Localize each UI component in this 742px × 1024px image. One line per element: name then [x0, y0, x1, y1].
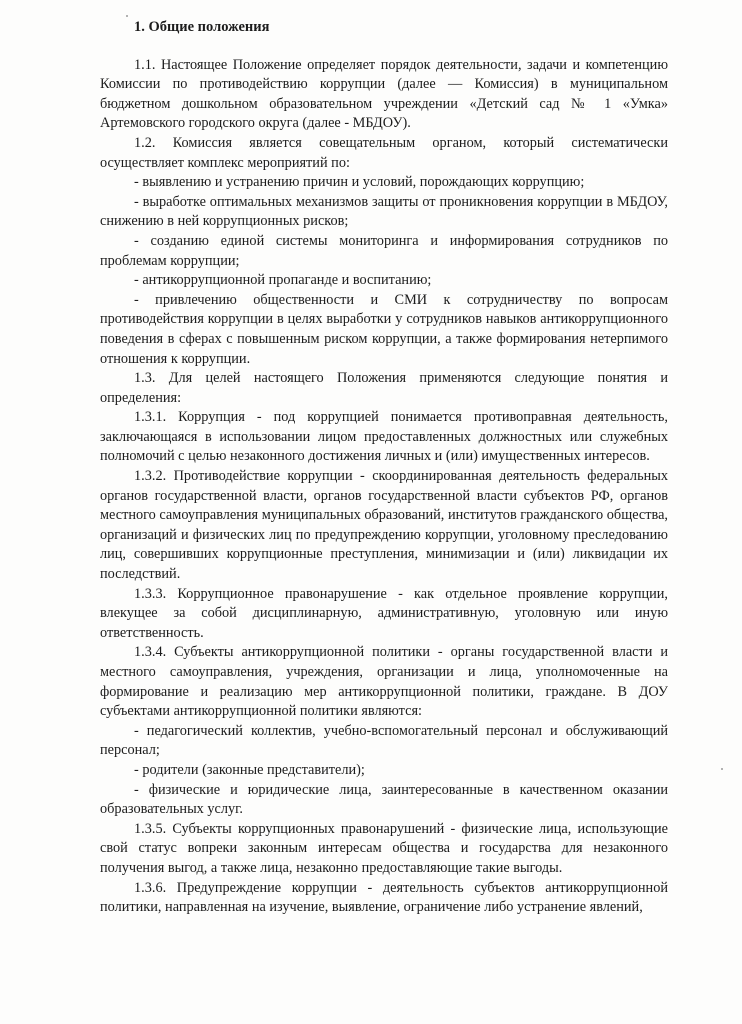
- paragraph-1-3-3: 1.3.3. Коррупционное правонарушение - как отдельное проявление коррупции, влекущее за собой дисциплинарную, административную, уголовную или иную ответственность.: [100, 585, 668, 641]
- paragraph-1-1: 1.1. Настоящее Положение определяет порядок деятельности, задачи и компетенцию Комиссии по противодействию коррупции (далее — Комиссия) в муниципальном бюджетном дошкольном образовательном учреждении «Детский сад № 1 «Умка» Артемовского городского округа (далее - МБДОУ).: [100, 56, 668, 132]
- paragraph-1-2: 1.2. Комиссия является совещательным органом, который систематически осуществляет комплекс мероприятий по:: [100, 134, 668, 171]
- section-heading: 1. Общие положения: [134, 19, 270, 35]
- list-item: - выработке оптимальных механизмов защиты от проникновения коррупции в МБДОУ, снижению в ней коррупционных рисков;: [100, 193, 668, 230]
- scan-speck: [721, 768, 723, 770]
- paragraph-1-3-5: 1.3.5. Субъекты коррупционных правонарушений - физические лица, использующие свой статус вопреки законным интересам общества и государства для незаконного получения выгод, а также лица, незаконно предоставляющие такие выгоды.: [100, 820, 668, 876]
- list-item: - выявлению и устранению причин и условий, порождающих коррупцию;: [134, 174, 585, 191]
- document-page: [100, 18, 668, 918]
- list-item: - антикоррупционной пропаганде и воспитанию;: [134, 272, 432, 289]
- list-item: - родители (законные представители);: [134, 761, 365, 778]
- paragraph-1-3-6: 1.3.6. Предупреждение коррупции - деятельность субъектов антикоррупционной политики, направленная на изучение, выявление, ограничение либо устранение явлений,: [100, 879, 668, 916]
- list-item: - педагогический коллектив, учебно-вспомогательный персонал и обслуживающий персонал;: [100, 722, 668, 759]
- paragraph-1-3: 1.3. Для целей настоящего Положения применяются следующие понятия и определения:: [100, 370, 668, 406]
- paragraph-1-3-2: 1.3.2. Противодействие коррупции - скоординированная деятельность федеральных органов государственной власти, органов государственной власти субъектов РФ, органов местного самоуправления муниципальных образований, институтов гражданского общества, организаций и физических лиц по предупреждению коррупции, уголовному преследованию лиц, совершивших коррупционные преступления, минимизации и (или) ликвидации их последствий.: [100, 468, 668, 583]
- paragraph-1-3-4: 1.3.4. Субъекты антикоррупционной политики - органы государственной власти и местного самоуправления, учреждения, организации и лица, уполномоченные на формирование и реализацию мер антикоррупционной политики, граждане. В ДОУ субъектами антикоррупционной политики являются:: [100, 644, 668, 720]
- list-item: - созданию единой системы мониторинга и информирования сотрудников по проблемам коррупции;: [100, 232, 668, 269]
- list-item: - привлечению общественности и СМИ к сотрудничеству по вопросам противодействия коррупции в целях выработки у сотрудников навыков антикоррупционного поведения в сферах с повышенным риском коррупции, а также формирования нетерпимого отношения к коррупции.: [100, 291, 668, 367]
- scan-speck: [126, 15, 128, 17]
- list-item: - физические и юридические лица, заинтересованные в качественном оказании образовательных услуг.: [100, 781, 668, 818]
- paragraph-1-3-1: 1.3.1. Коррупция - под коррупцией понимается противоправная деятельность, заключающаяся в использовании лицом предоставленных должностных или служебных полномочий с целью незаконного достижения личных и (или) имущественных интересов.: [100, 409, 668, 465]
